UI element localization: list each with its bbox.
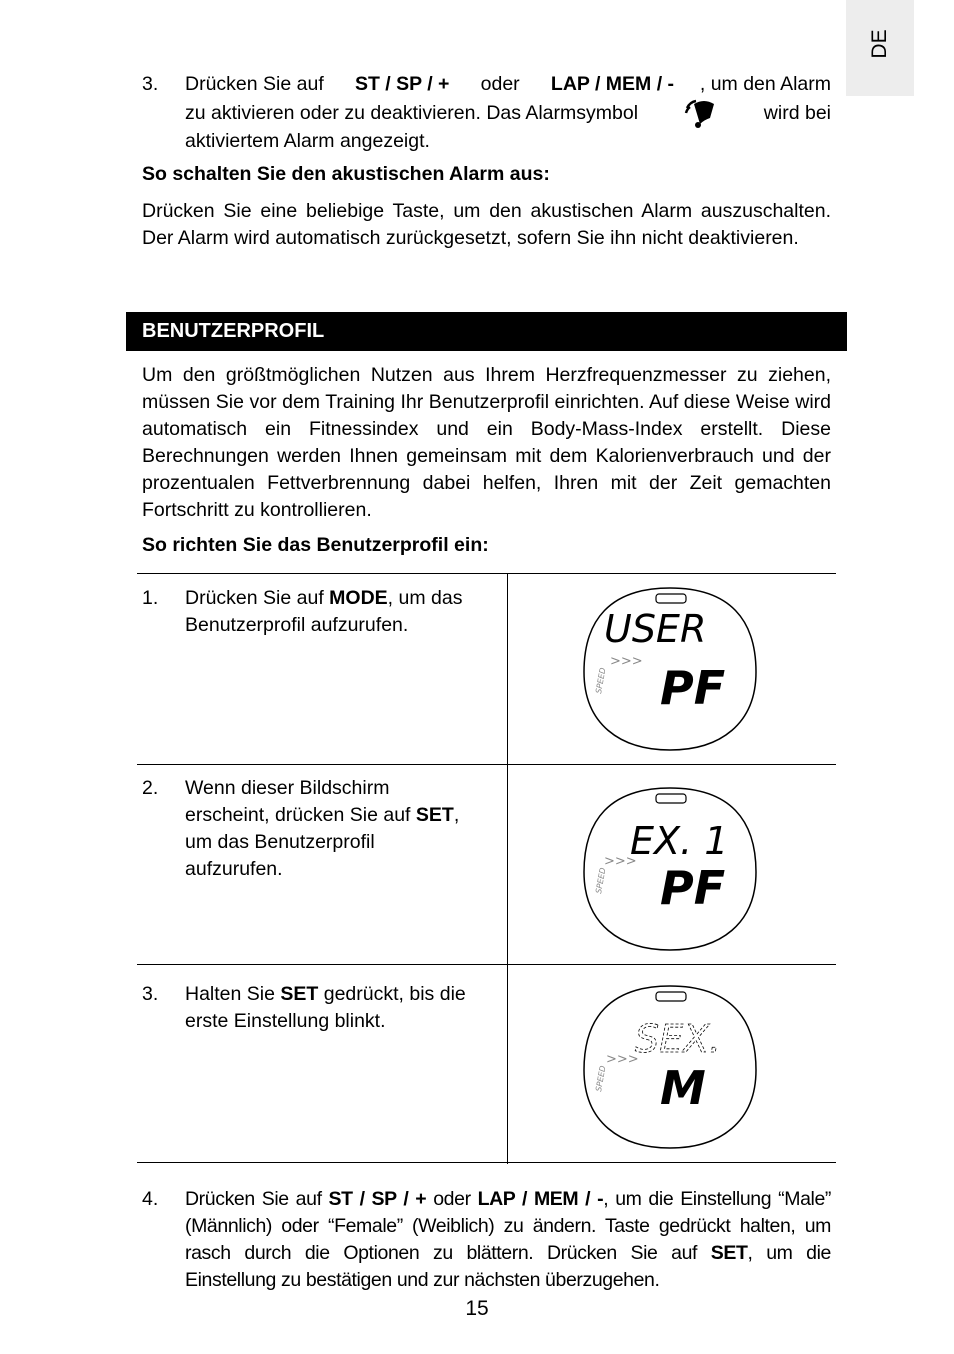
alarm-off-paragraph: Drücken Sie eine beliebige Taste, um den akustischen Alarm auszuschalten. Der Alarm wird automatisch zurückgesetzt, sofern Sie ihn nicht deaktivieren.: [142, 200, 831, 249]
watch-display: [580, 784, 760, 954]
setup-heading: So richten Sie das Benutzerprofil ein:: [142, 534, 489, 556]
watch-display: [580, 982, 760, 1152]
speed-arrows: >>>: [610, 654, 643, 669]
step-number: 3.: [142, 983, 159, 1005]
step-line-3: aktiviertem Alarm angezeigt.: [185, 130, 430, 152]
speed-label: SPEED: [594, 667, 608, 695]
table-rule-top: [137, 573, 836, 574]
alarm-off-heading: So schalten Sie den akustischen Alarm aus:: [142, 163, 550, 185]
step-number: 3.: [142, 73, 159, 95]
display-bottom-text: PF: [660, 861, 726, 915]
section-header: [126, 312, 847, 351]
speed-label: SPEED: [594, 867, 608, 895]
display-bottom-text: PF: [660, 661, 726, 715]
step-text: Wenn dieser Bildschirm erscheint, drücken Sie auf SET, um das Benutzerprofil aufzurufen.: [185, 777, 460, 880]
table-column-divider: [507, 574, 508, 1164]
speed-arrows: >>>: [606, 1052, 639, 1067]
step-text: Halten Sie SET gedrückt, bis die erste Einstellung blinkt.: [185, 983, 466, 1032]
step-number: 4.: [142, 1188, 159, 1210]
table-rule: [137, 764, 836, 765]
watch-display: [580, 584, 760, 754]
display-top-text: EX. 1: [630, 819, 729, 863]
step-line-1: Drücken Sie auf ST / SP / + oder LAP / MEM / - , um den Alarm: [185, 73, 831, 95]
language-tab: [846, 0, 914, 96]
display-top-text: USER: [604, 607, 707, 651]
display-top-text: SEX.: [635, 1017, 722, 1061]
section-title: BENUTZERPROFIL: [142, 320, 325, 342]
table-rule: [137, 964, 836, 965]
step-text: Drücken Sie auf MODE, um das Benutzerprofil aufzurufen.: [185, 587, 463, 636]
language-label: DE: [868, 29, 891, 59]
step-text: Drücken Sie auf ST / SP / + oder LAP / MEM / -, um die Einstellung “Male” (Männlich) oder “Female” (Weiblich) zu ändern. Taste gedrückt halten, um rasch durch die Optionen zu blättern. Drücken Sie auf SET, um die Einstellung zu bestätigen und zur nächsten überzugehen.: [185, 1188, 831, 1291]
speed-label: SPEED: [594, 1065, 608, 1093]
step-number: 1.: [142, 587, 159, 609]
intro-paragraph: Um den größtmöglichen Nutzen aus Ihrem Herzfrequenzmesser zu ziehen, müssen Sie vor dem Training Ihr Benutzerprofil einrichten. Auf diese Weise wird automatisch ein Fitnessindex und ein Body-Mass-Index erstellt. Diese Berechnungen werden Ihnen gemeinsam mit dem Kalorienverbrauch und der prozentualen Fettverbrennung dabei helfen, Ihren mit der Zeit gemachten Fortschritt zu kontrollieren.: [142, 364, 831, 521]
page-number: 15: [465, 1297, 489, 1320]
step-number: 2.: [142, 777, 159, 799]
speed-arrows: >>>: [604, 854, 637, 869]
display-bottom-text: M: [660, 1061, 706, 1115]
step-line-2: zu aktivieren oder zu deaktivieren. Das Alarmsymbol wird bei: [185, 98, 831, 128]
table-rule-bottom: [137, 1162, 836, 1163]
alarm-bell-icon: [684, 98, 718, 128]
